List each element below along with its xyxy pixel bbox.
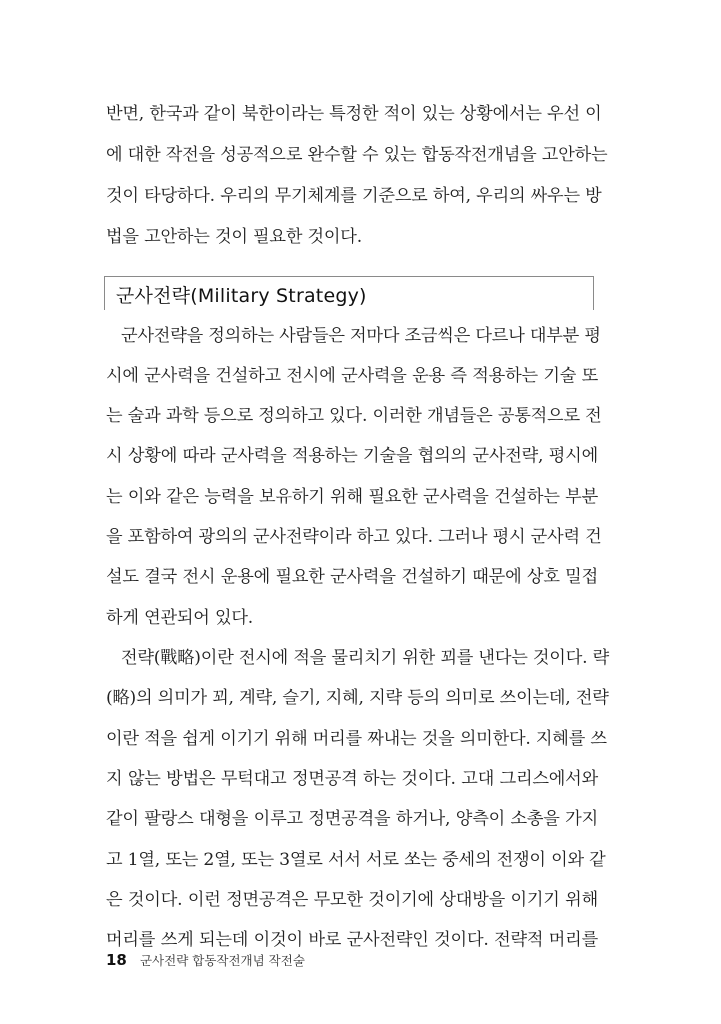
intro-line: 법을 고안하는 것이 필요한 것이다. xyxy=(106,227,362,247)
paragraph-line: 지 않는 방법은 무턱대고 정면공격 하는 것이다. 고대 그리스에서와 xyxy=(106,769,598,789)
paragraph-line: 시에 군사력을 건설하고 전시에 군사력을 운용 즉 적용하는 기술 또 xyxy=(106,366,598,386)
page-number: 18 xyxy=(106,951,127,969)
paragraph-line: 설도 결국 전시 운용에 필요한 군사력을 건설하기 때문에 상호 밀접 xyxy=(106,567,598,587)
intro-line: 것이 타당하다. 우리의 무기체계를 기준으로 하여, 우리의 싸우는 방 xyxy=(106,186,602,206)
paragraph-line: 머리를 쓰게 되는데 이것이 바로 군사전략인 것이다. 전략적 머리를 xyxy=(106,930,598,950)
paragraph-line: 을 포함하여 광의의 군사전략이라 하고 있다. 그러나 평시 군사력 건 xyxy=(106,527,602,547)
paragraph-line: 이란 적을 쉽게 이기기 위해 머리를 짜내는 것을 의미한다. 지혜를 쓰 xyxy=(106,729,607,749)
paragraph-line: 고 1열, 또는 2열, 또는 3열로 서서 서로 쏘는 중세의 전쟁이 이와 같 xyxy=(106,850,606,870)
paragraph-line: 하게 연관되어 있다. xyxy=(106,608,254,628)
paragraph-line: (略)의 의미가 꾀, 계략, 슬기, 지혜, 지략 등의 의미로 쓰이는데, 전략 xyxy=(106,688,609,708)
page-footer xyxy=(106,950,305,971)
running-title: 군사전략 합동작전개념 작전술 xyxy=(139,953,305,968)
paragraph-line: 군사전략을 정의하는 사람들은 저마다 조금씩은 다르나 대부분 평 xyxy=(121,326,601,346)
paragraph-line: 은 것이다. 이런 정면공격은 무모한 것이기에 상대방을 이기기 위해 xyxy=(106,890,598,910)
paragraph-line: 는 술과 과학 등으로 정의하고 있다. 이러한 개념들은 공통적으로 전 xyxy=(106,406,602,426)
section-heading: 군사전략(Military Strategy) xyxy=(116,285,367,307)
paragraph-line: 전략(戰略)이란 전시에 적을 물리치기 위한 꾀를 낸다는 것이다. 략 xyxy=(121,648,610,668)
paragraph-line: 같이 팔랑스 대형을 이루고 정면공격을 하거나, 양측이 소총을 가지 xyxy=(106,809,598,829)
intro-line: 반면, 한국과 같이 북한이라는 특정한 적이 있는 상황에서는 우선 이 xyxy=(106,104,602,124)
intro-line: 에 대한 작전을 성공적으로 완수할 수 있는 합동작전개념을 고안하는 xyxy=(106,145,608,165)
paragraph-line: 시 상황에 따라 군사력을 적용하는 기술을 협의의 군사전략, 평시에 xyxy=(106,446,598,466)
paragraph-line: 는 이와 같은 능력을 보유하기 위해 필요한 군사력을 건설하는 부분 xyxy=(106,487,598,507)
